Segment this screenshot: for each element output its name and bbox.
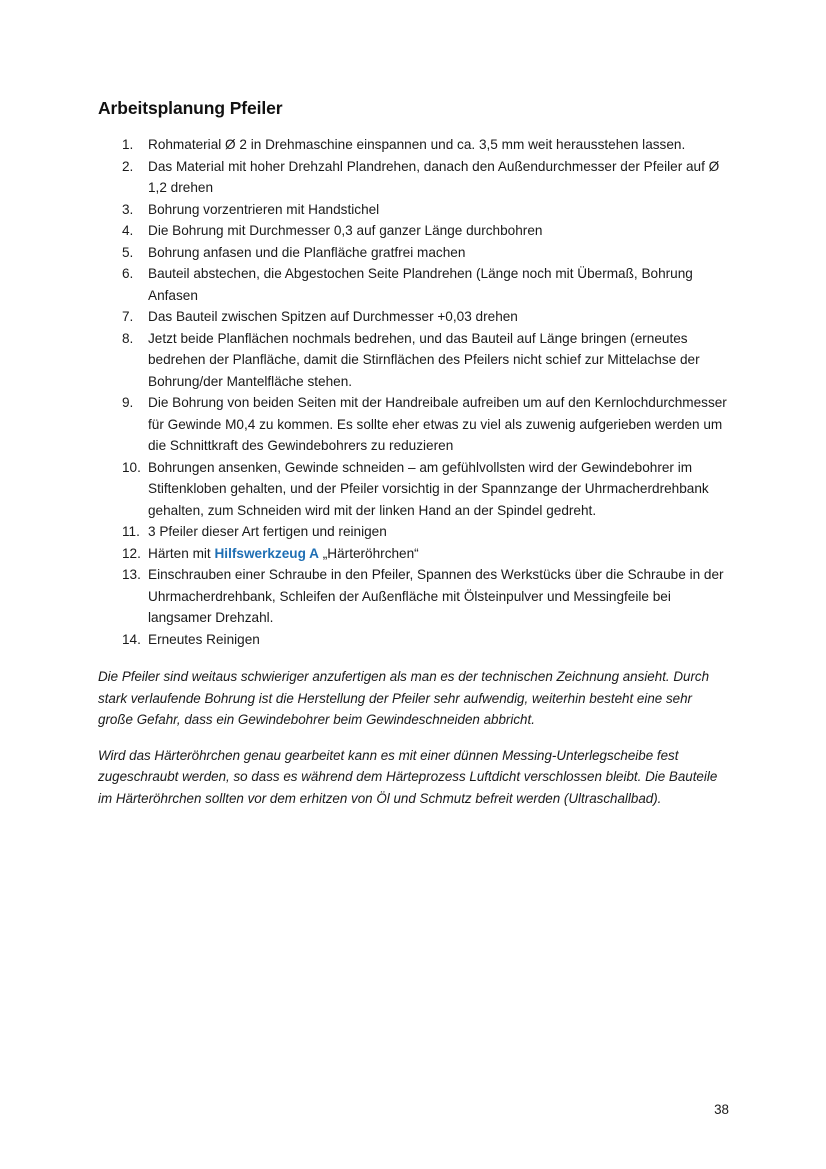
list-item (98, 328, 730, 393)
list-number: 11. (122, 524, 140, 539)
list-number: 13. (122, 567, 141, 582)
list-item (98, 134, 730, 156)
page-heading: Arbeitsplanung Pfeiler (98, 98, 283, 118)
list-number: 2. (122, 158, 134, 174)
list-number: 10. (122, 459, 141, 475)
list-item-text: Die Bohrung von beiden Seiten mit der Handreibale aufreiben um auf den Kernlochdurchmesser für Gewinde M0,4 zu kommen. Es sollte eher etwas zu viel als zuwenig aufgerieben werden um die Schnittkraft des Gewindebohrers zu reduzieren (148, 395, 727, 453)
list-number: 14. (122, 631, 141, 647)
list-item-text: Erneutes Reinigen (148, 631, 260, 647)
list-item-text: Jetzt beide Planflächen nochmals bedrehen, und das Bauteil auf Länge bringen (erneutes bedrehen der Planfläche, damit die Stirnflächen des Pfeilers nicht schief zur Mittelachse der Bohrung/der Mantelfläche stehen. (148, 330, 700, 389)
list-item-text-prefix: Härten mit (148, 545, 215, 561)
list-number: 9. (122, 395, 134, 410)
list-item-text: 3 Pfeiler dieser Art fertigen und reinigen (148, 524, 387, 539)
list-number: 5. (122, 244, 134, 260)
list-item-text: Rohmaterial Ø 2 in Drehmaschine einspannen und ca. 3,5 mm weit herausstehen lassen. (148, 137, 686, 152)
note-paragraph: Wird das Härteröhrchen genau gearbeitet kann es mit einer dünnen Messing-Unterlegscheibe fest zugeschraubt werden, so dass es während dem Härteprozess Luftdicht verschlossen bleibt. Die Bauteile im Härteröhrchen sollten vor dem erhitzen von Öl und Schmutz befreit werden (Ultraschallbad). (98, 747, 718, 806)
list-item-text: Die Bohrung mit Durchmesser 0,3 auf ganzer Länge durchbohren (148, 223, 543, 238)
list-item-text: Bohrung anfasen und die Planfläche gratfrei machen (148, 244, 466, 260)
list-number: 12. (122, 545, 141, 561)
list-item (98, 242, 730, 264)
tool-reference-link[interactable]: Hilfswerkzeug A (214, 545, 319, 561)
list-item (98, 263, 730, 306)
list-item-text: Bauteil abstechen, die Abgestochen Seite Plandrehen (Länge noch mit Übermaß, Bohrung Anfasen (148, 266, 693, 303)
list-item (98, 521, 730, 543)
list-item (98, 392, 730, 457)
list-item (98, 629, 730, 651)
list-number: 4. (122, 223, 134, 238)
note-paragraph: Die Pfeiler sind weitaus schwieriger anzufertigen als man es der technischen Zeichnung ansieht. Durch stark verlaufende Bohrung ist die Herstellung der Pfeiler sehr aufwendig, weiterhin besteht eine sehr große Gefahr, dass ein Gewindebohrer beim Gewindeschneiden abbricht. (98, 669, 710, 727)
list-item-text: Das Bauteil zwischen Spitzen auf Durchmesser +0,03 drehen (148, 309, 518, 324)
list-item-text-suffix: „Härteröhrchen“ (318, 545, 419, 561)
list-number: 7. (122, 309, 134, 324)
list-item (98, 156, 730, 199)
list-item-text: Einschrauben einer Schraube in den Pfeiler, Spannen des Werkstücks über die Schraube in der Uhrmacherdrehbank, Schleifen der Außenfläche mit Ölsteinpulver und Messingfeile bei langsamer Drehzahl. (148, 567, 724, 625)
list-item (98, 220, 730, 242)
list-number: 6. (122, 266, 134, 281)
list-item-text: Das Material mit hoher Drehzahl Plandrehen, danach den Außendurchmesser der Pfeiler auf Ø 1,2 drehen (148, 158, 720, 195)
list-item-text: Bohrung vorzentrieren mit Handstichel (148, 201, 380, 217)
list-number: 8. (122, 330, 134, 346)
list-item (98, 457, 730, 522)
document-page (98, 98, 730, 809)
list-item (98, 306, 730, 328)
list-item (98, 199, 730, 221)
work-steps-list (98, 134, 730, 650)
page-number: 38 (714, 1102, 729, 1117)
list-item (98, 543, 730, 565)
list-number: 1. (122, 137, 134, 152)
list-number: 3. (122, 201, 134, 217)
list-item-text: Bohrungen ansenken, Gewinde schneiden – am gefühlvollsten wird der Gewindebohrer im Stiftenkloben gehalten, und der Pfeiler vorsichtig in der Spannzange der Uhrmacherdrehbank gehalten, zum Schneiden wird mit der linken Hand an der Spindel gedreht. (148, 459, 709, 518)
list-item (98, 564, 730, 629)
